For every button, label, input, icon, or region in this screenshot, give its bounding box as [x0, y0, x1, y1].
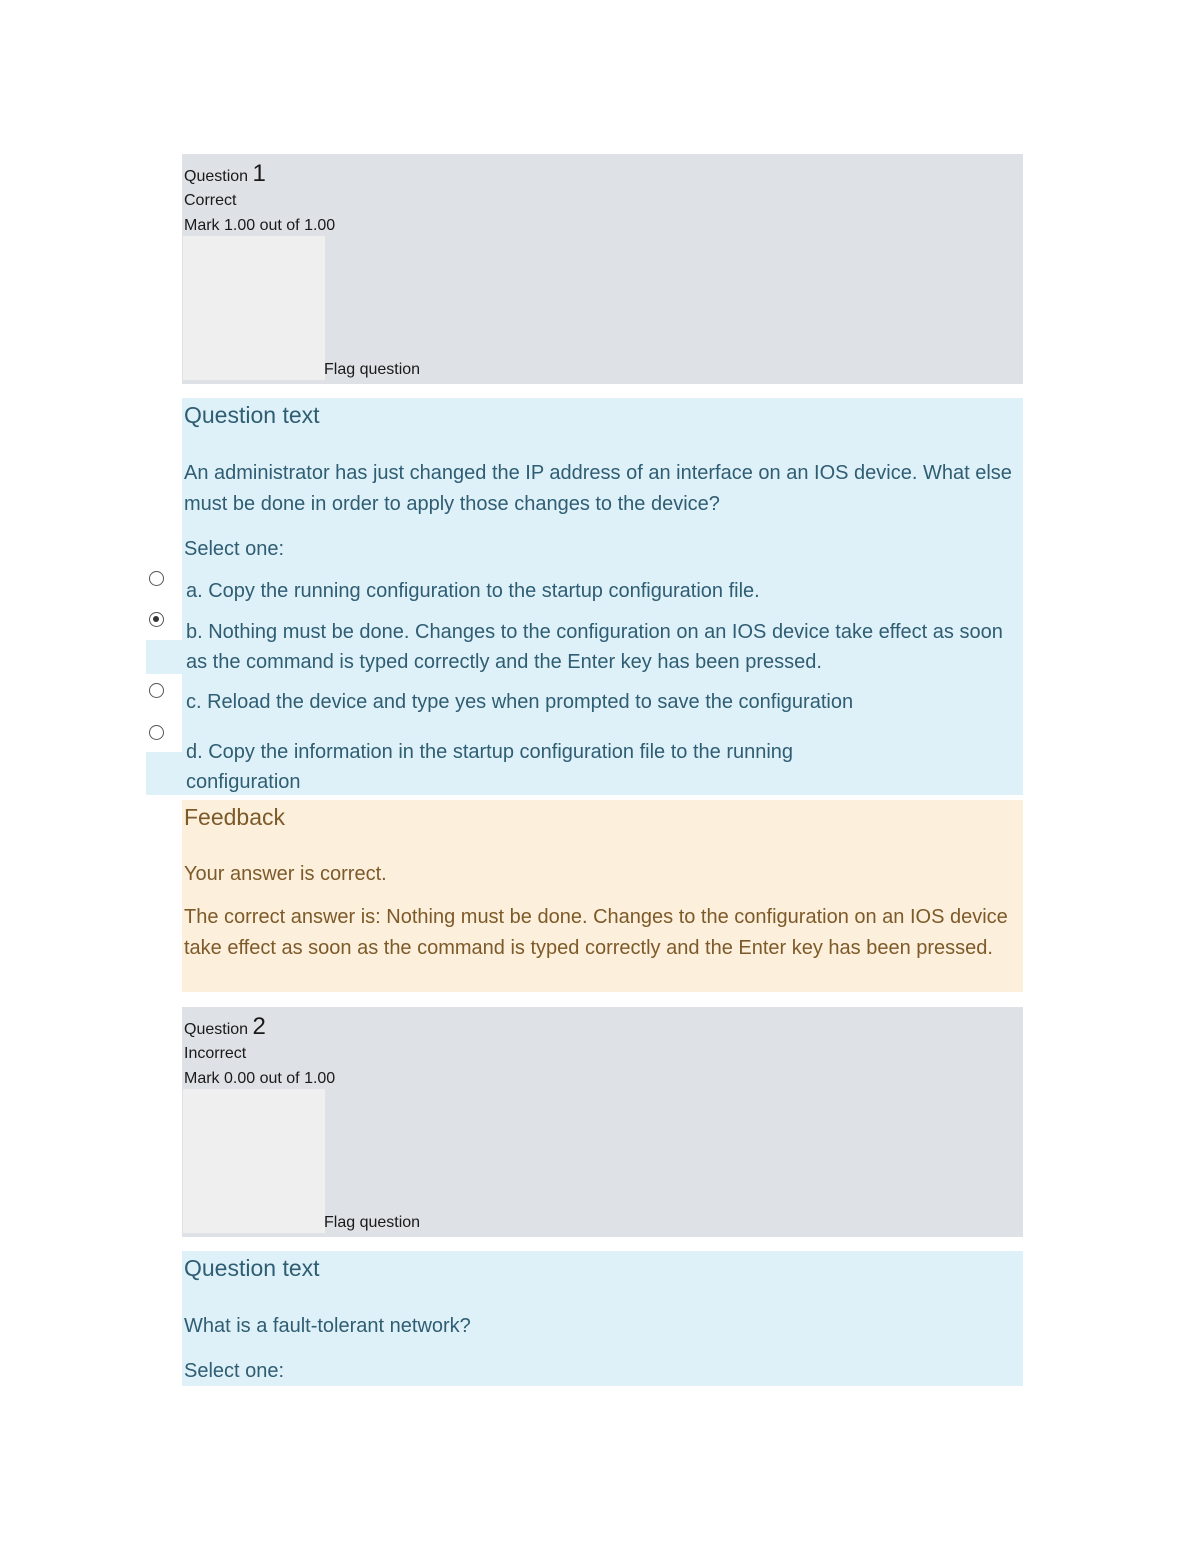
- question-number: [184, 160, 266, 188]
- question-grade: Mark 0.00 out of 1.00: [184, 1070, 336, 1087]
- option-a-radio[interactable]: [149, 571, 164, 586]
- question-1-info: [182, 154, 1023, 384]
- question-grade: Mark 1.00 out of 1.00: [184, 217, 336, 234]
- flag-icon[interactable]: [183, 236, 325, 380]
- option-c-radio[interactable]: [149, 683, 164, 698]
- flag-question-link[interactable]: Flag question: [324, 1214, 421, 1231]
- option-row-d-bg: [146, 752, 186, 795]
- select-one-prompt: Select one:: [184, 538, 285, 560]
- feedback-general: Your answer is correct.: [184, 863, 387, 885]
- question-1-feedback: [182, 800, 1023, 992]
- option-b-radio[interactable]: [149, 612, 164, 627]
- option-row-b-bg: [146, 640, 186, 674]
- question-text: An administrator has just changed the IP address of an interface on an IOS device. What else must be done in order to apply those changes to the device?: [184, 462, 1012, 515]
- question-number-value: 2: [252, 1013, 266, 1040]
- option-a-label[interactable]: a. Copy the running configuration to the startup configuration file.: [186, 580, 760, 602]
- question-number-value: 1: [252, 160, 266, 187]
- flag-question-link[interactable]: Flag question: [324, 361, 421, 378]
- select-one-prompt: Select one:: [184, 1360, 285, 1382]
- option-d-label[interactable]: d. Copy the information in the startup configuration file to the running configuration: [186, 741, 794, 793]
- question-label: Question: [184, 1021, 249, 1038]
- feedback-heading: Feedback: [184, 804, 286, 830]
- question-text-heading: Question text: [184, 402, 320, 428]
- feedback-right-answer: The correct answer is: Nothing must be done. Changes to the configuration on an IOS device take effect as soon as the command is typed correctly and the Enter key has been pressed.: [184, 906, 1008, 959]
- question-text: What is a fault-tolerant network?: [184, 1315, 471, 1337]
- option-b-label[interactable]: b. Nothing must be done. Changes to the configuration on an IOS device take effect as soon as the command is typed correctly and the Enter key has been pressed.: [186, 621, 1003, 673]
- option-c-label[interactable]: c. Reload the device and type yes when prompted to save the configuration: [186, 691, 854, 713]
- question-2-info: [182, 1007, 1023, 1237]
- question-state: Correct: [184, 192, 237, 209]
- question-label: Question: [184, 168, 249, 185]
- question-state: Incorrect: [184, 1045, 247, 1062]
- question-2-formulation: [182, 1251, 1023, 1386]
- question-number: [184, 1013, 266, 1041]
- flag-icon[interactable]: [183, 1089, 325, 1233]
- option-d-radio[interactable]: [149, 725, 164, 740]
- question-text-heading: Question text: [184, 1255, 320, 1281]
